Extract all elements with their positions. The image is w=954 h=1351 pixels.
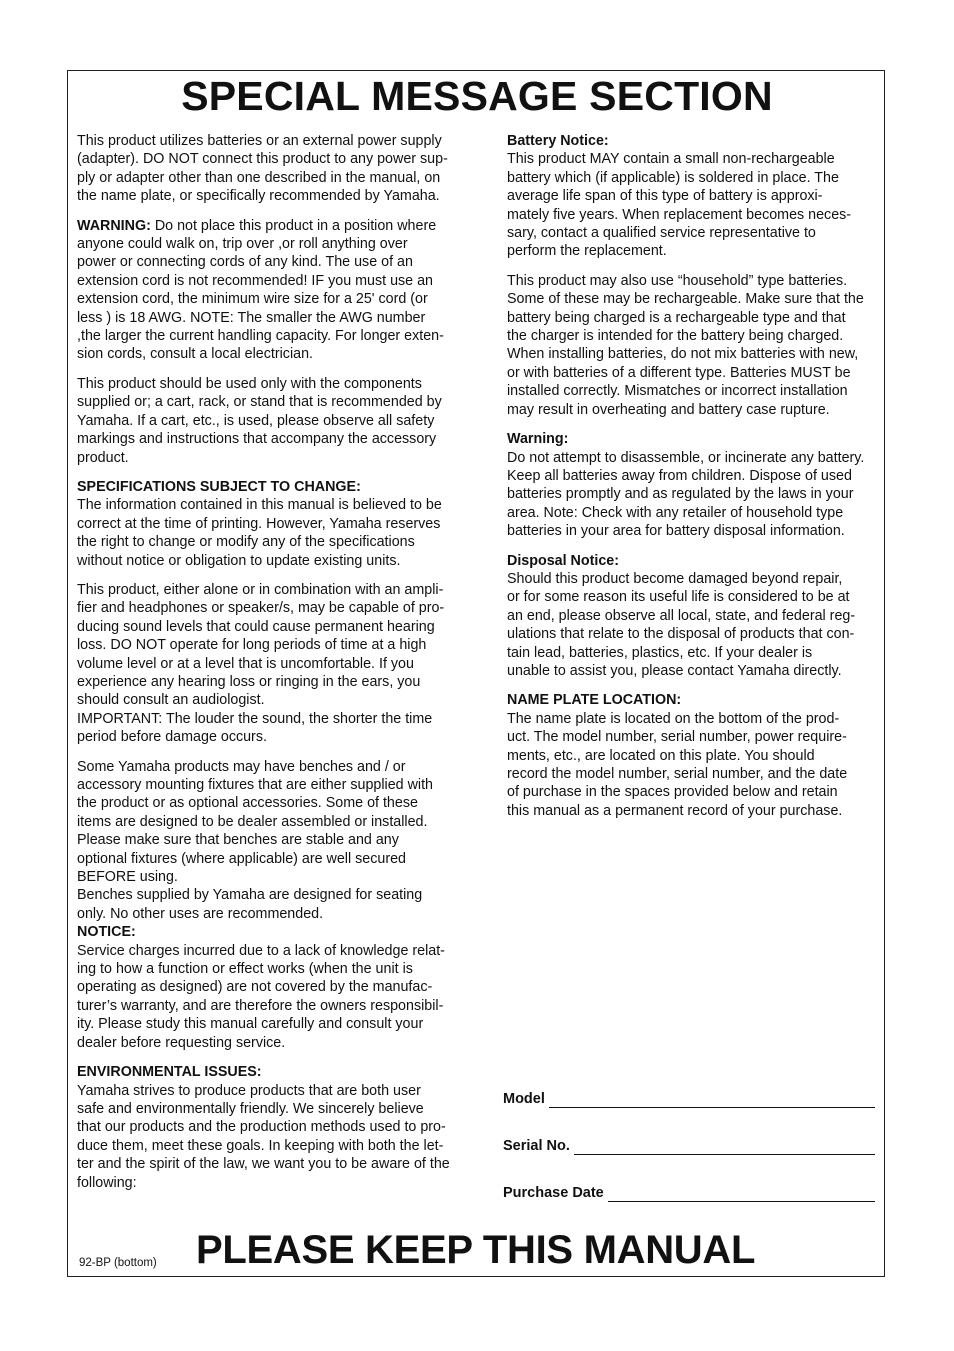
page-title: SPECIAL MESSAGE SECTION — [181, 73, 773, 119]
footer-title: PLEASE KEEP THIS MANUAL — [196, 1228, 756, 1272]
accessories-paragraph: This product should be used only with the components supplied or; a cart, rack, or stand that is recommended by Yamaha. If a cart, etc., is used, please observe all safety markings and instructions that accompany the accessory product. — [77, 375, 442, 466]
battery-warning-section — [507, 430, 877, 540]
specifications-heading: SPECIFICATIONS SUBJECT TO CHANGE: — [77, 478, 361, 495]
serial-field — [503, 1135, 875, 1155]
model-line — [549, 1089, 875, 1108]
purchase-date-field — [503, 1182, 875, 1202]
purchase-date-label: Purchase Date — [503, 1185, 604, 1201]
purchase-date-line — [608, 1183, 875, 1202]
household-batteries-paragraph: This product may also use “household” type batteries. Some of these may be rechargeable. Make sure that the battery being charged is a rechargeable type and that the charger is intended for the battery being charged. When installing batteries, do not mix batteries with new, or with batteries of a different type. Batteries MUST be installed correctly. Mismatches or incorrect installation may result in overheating and battery case rupture. — [507, 272, 864, 418]
environmental-heading: ENVIRONMENTAL ISSUES: — [77, 1064, 262, 1081]
specifications-text: The information contained in this manual is believed to be correct at the time of printing. However, Yamaha reserves the right to change or modify any of the specifications without notice or obligation to update existing units. — [77, 497, 442, 569]
battery-section — [507, 132, 877, 261]
model-label: Model — [503, 1091, 545, 1107]
disposal-section — [507, 552, 877, 681]
notice-text: Service charges incurred due to a lack of knowledge relat- ing to how a function or effect works (when the unit is operating as designed) are not covered by the manufac- turer’s warranty, and are therefore the owners responsibil- ity. Please study this manual carefully and consult your dealer before requesting service. — [77, 942, 445, 1051]
notice-heading: NOTICE: — [77, 924, 136, 941]
battery-warning-text: Do not attempt to disassemble, or incinerate any battery. Keep all batteries away from children. Dispose of used batteries promptly and as regulated by the laws in your area. Note: Check with any retailer of household type batteries in your area for battery disposal information. — [507, 449, 865, 540]
serial-line — [574, 1136, 875, 1155]
warning-text: Do not place this product in a position where anyone could walk on, trip over ,or roll anything over power or connecting cords of any kind. The use of an extension cord is not recommended! IF you must use an extension cord, the minimum wire size for a 25' cord (or less ) is 18 AWG. NOTE: The smaller the AWG number ,the larger the current handling capacity. For longer exten- sion cords, consult a local electrician. — [77, 217, 444, 363]
environmental-text: Yamaha strives to produce products that are both user safe and environmentally friendly. We sincerely believe that our products and the production methods used to pro- duce them, meet these goals. In keeping with both the let- ter and the spirit of the law, we want you to be aware of the following: — [77, 1082, 450, 1191]
warning-label: WARNING: — [77, 217, 151, 234]
record-fields — [503, 1088, 875, 1229]
environmental-section — [77, 1063, 469, 1192]
disposal-text: Should this product become damaged beyond repair, or for some reason its useful life is considered to be at an end, please observe all local, state, and federal reg- ulations that relate to the disposal of products that con- tain lead, batteries, plastics, etc. If your dealer is unable to assist you, please contact Yamaha directly. — [507, 570, 856, 679]
battery-heading: Battery Notice: — [507, 133, 609, 149]
battery-warning-heading: Warning: — [507, 431, 569, 448]
battery-text: This product MAY contain a small non-rechargeable battery which (if applicable) is soldered in place. The average life span of this type of battery is approxi- mately five years. When replacement becomes neces- sary, contact a qualified service representative to perform the replacement. — [507, 151, 852, 260]
right-column — [507, 132, 877, 831]
disposal-heading: Disposal Notice: — [507, 552, 620, 569]
document-code: 92-BP (bottom) — [79, 1257, 157, 1269]
nameplate-heading: NAME PLATE LOCATION: — [507, 692, 682, 709]
benches-paragraph: Some Yamaha products may have benches and / or accessory mounting fixtures that are either supplied with the product or as optional accessories. Some of these items are designed to be dealer assembled or installed. Please make sure that benches are stable and any optional fixtures (where applicable) are well secured BEFORE using. Benches supplied by Yamaha are designed for seating only. No other uses are recommended. — [77, 758, 434, 922]
serial-label: Serial No. — [503, 1138, 570, 1154]
nameplate-section — [507, 691, 877, 820]
warning-paragraph — [77, 217, 469, 364]
model-field — [503, 1088, 875, 1108]
hearing-paragraph: This product, either alone or in combination with an ampli- fier and headphones or speaker/s, may be capable of pro- ducing sound levels that could cause permanent hearing loss. DO NOT operate for long periods of time at a high volume level or at a level that is uncomfortable. If you experience any hearing loss or ringing in the ears, you should consult an audiologist. IMPORTANT: The louder the sound, the shorter the time period before damage occurs. — [77, 581, 445, 746]
power-supply-paragraph: This product utilizes batteries or an external power supply (adapter). DO NOT connect this product to any power sup- ply or adapter other than one described in the manual, on the name plate, or specifically recommended by Yamaha. — [77, 133, 448, 205]
notice-section — [77, 923, 469, 1052]
left-column — [77, 132, 469, 1203]
specifications-section — [77, 478, 469, 570]
nameplate-text: The name plate is located on the bottom of the prod- uct. The model number, serial number, power require- ments, etc., are located on this plate. You should record the model number, serial number, and the date of purchase in the spaces provided below and retain this manual as a permanent record of your purchase. — [507, 710, 848, 819]
